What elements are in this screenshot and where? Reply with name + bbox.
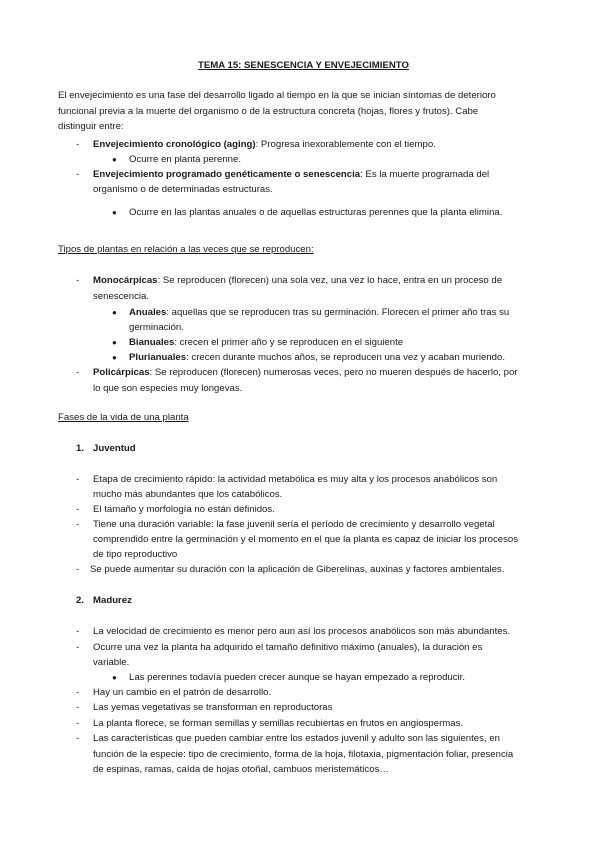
dash-marker: - [76, 626, 80, 637]
madurez-heading [76, 593, 132, 609]
bianuales-definition: : crecen el primer año y se reproducen en el siguiente [174, 337, 404, 348]
plurianuales-definition: : crecen durante muchos años, se reproducen una vez y acaban muriendo. [186, 352, 505, 363]
madurez-sub-bullet: Las perennes todavía pueden crecer aunque se hayan empezado a reproducir. [129, 672, 466, 683]
madurez-item-3: Hay un cambio en el patrón de desarrollo. [93, 687, 272, 698]
madurez-item-5: La planta florece, se forman semillas y semillas recubiertas en frutos en angiospermas. [93, 718, 464, 729]
dash-marker: - [76, 733, 80, 744]
juventud-heading [76, 441, 136, 457]
intro-line-2: funcional previa a la muerte del organismo o de la estructura concreta (hojas, flores y frutos). Cabe [58, 106, 479, 117]
mono-item [93, 273, 502, 289]
bullet-marker: ● [112, 155, 117, 164]
anuales-definition-2: germinación. [129, 322, 184, 333]
madurez-number: 2. [76, 595, 85, 606]
juventud-title: Juventud [93, 443, 136, 454]
madurez-item-4: Las yemas vegetativas se transforman en reproductoras [93, 702, 333, 713]
aging-term: Envejecimiento cronológico (aging) [93, 139, 256, 150]
madurez-title: Madurez [93, 595, 132, 606]
madurez-item-2: Ocurre una vez la planta ha adquirido el tamaño definitivo máximo (anuales), la duración es [93, 642, 483, 653]
juventud-item-1: Etapa de crecimiento rápido: la actividad metabólica es muy alta y los procesos anabólicos son [93, 474, 498, 485]
dash-marker: - [76, 687, 80, 698]
bullet-marker: ● [112, 673, 117, 682]
bullet-marker: ● [112, 208, 117, 217]
dash-marker: - [76, 139, 80, 150]
intro-line-3: distinguir entre: [58, 121, 124, 132]
intro-line-1: El envejecimiento es una fase del desarrollo ligado al tiempo en la que se inician síntomas de deterioro [58, 90, 496, 101]
poli-definition: : Se reproducen (florecen) numerosas veces, pero no mueren después de hacerlo, por [149, 367, 518, 378]
anuales-item [129, 305, 509, 321]
poli-term: Policárpicas [93, 367, 150, 378]
senescence-definition: : Es la muerte programada del [360, 169, 490, 180]
senescence-definition-2: organismo o de determinadas estructuras. [93, 184, 273, 195]
aging-bullet: Ocurre en planta perenne. [129, 154, 242, 165]
senescence-item [93, 167, 489, 183]
dash-marker: - [76, 474, 80, 485]
poli-item [93, 365, 518, 381]
senescence-bullet: Ocurre en las plantas anuales o de aquellas estructuras perennes que la planta elimina. [129, 207, 503, 218]
mono-definition-2: senescencia. [93, 291, 149, 302]
dash-marker: - [76, 702, 80, 713]
phases-heading: Fases de la vida de una planta [58, 412, 189, 423]
page-title: TEMA 15: SENESCENCIA Y ENVEJECIMIENTO [198, 60, 409, 71]
types-heading: Tipos de plantas en relación a las veces que se reproducen: [58, 244, 314, 255]
madurez-item-1: La velocidad de crecimiento es menor pero aun así los procesos anabólicos son más abundantes. [93, 626, 511, 637]
juventud-item-4: Se puede aumentar su duración con la aplicación de Giberelinas, auxinas y factores ambientales. [90, 564, 505, 575]
aging-definition: : Progresa inexorablemente con el tiempo. [255, 139, 436, 150]
madurez-item-6-cont: función de la especie: tipo de crecimiento, forma de la hoja, filotaxia, pigmentación foliar, presencia [93, 749, 514, 760]
dash-marker: - [76, 275, 80, 286]
aging-item [93, 137, 436, 153]
dash-marker: - [76, 564, 80, 575]
dash-marker: - [76, 504, 80, 515]
dash-marker: - [76, 718, 80, 729]
juventud-number: 1. [76, 443, 85, 454]
mono-definition: : Se reproducen (florecen) una sola vez, una vez lo hace, entra en un proceso de [157, 275, 503, 286]
dash-marker: - [76, 519, 80, 530]
poli-definition-2: lo que son especies muy longevas. [93, 383, 243, 394]
bullet-marker: ● [112, 353, 117, 362]
dash-marker: - [76, 169, 80, 180]
bianuales-term: Bianuales [129, 337, 175, 348]
bianuales-item [129, 335, 403, 351]
juventud-item-3-cont-2: de tipo reproductivo [93, 549, 178, 560]
bullet-marker: ● [112, 308, 117, 317]
anuales-definition: : aquellas que se reproducen tras su germinación. Florecen el primer año tras su [166, 307, 510, 318]
anuales-term: Anuales [129, 307, 167, 318]
juventud-item-2: El tamaño y morfología no están definidos. [93, 504, 275, 515]
dash-marker: - [76, 367, 80, 378]
bullet-marker: ● [112, 338, 117, 347]
plurianuales-term: Plurianuales [129, 352, 187, 363]
juventud-item-3-cont: comprendido entre la germinación y el momento en el que la planta es capaz de iniciar los procesos [93, 534, 519, 545]
madurez-item-6-cont-2: de espinas, ramas, caída de hojas otoñal, cambuos meristemáticos… [93, 764, 389, 775]
madurez-item-6: Las características que pueden cambiar entre los estados juvenil y adulto son las siguientes, en [93, 733, 500, 744]
senescence-term: Envejecimiento programado genéticamente o senescencia [93, 169, 361, 180]
madurez-item-2-cont: variable. [93, 657, 130, 668]
mono-term: Monocárpicas [93, 275, 158, 286]
dash-marker: - [76, 642, 80, 653]
plurianuales-item [129, 350, 505, 366]
juventud-item-1-cont: mucho más abundantes que los catabólicos. [93, 489, 283, 500]
juventud-item-3: Tiene una duración variable: la fase juvenil sería el período de crecimiento y desarrollo vegetal [93, 519, 495, 530]
